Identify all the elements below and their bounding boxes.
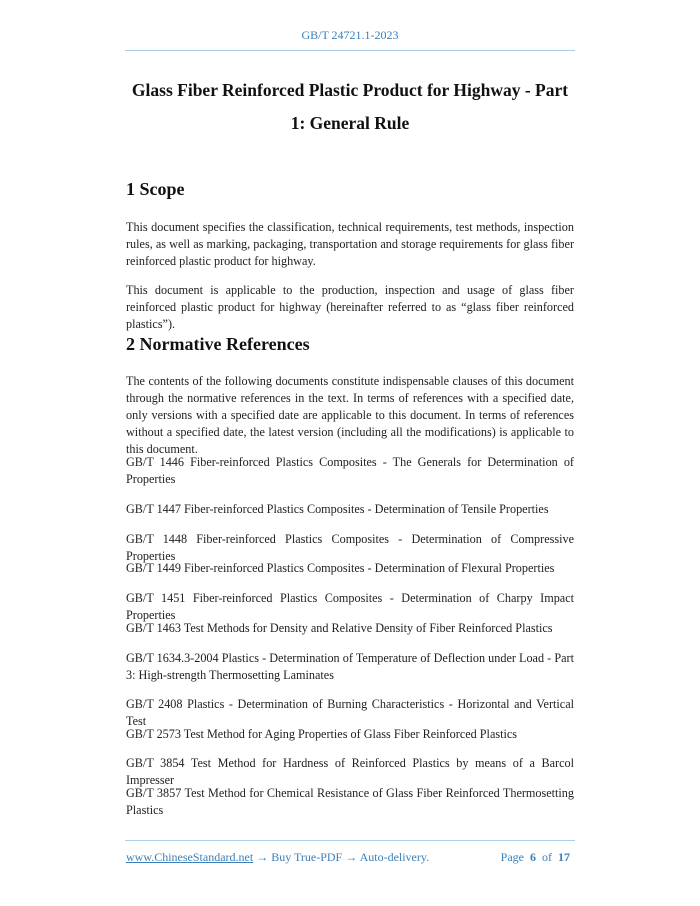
section-heading-normative-references: 2 Normative References: [126, 334, 310, 354]
promo-text: → Buy True-PDF → Auto-delivery.: [253, 850, 430, 864]
footer-divider: [125, 840, 575, 841]
reference-item: GB/T 1447 Fiber-reinforced Plastics Composites - Determination of Tensile Properties: [126, 502, 549, 516]
reference-item: GB/T 1449 Fiber-reinforced Plastics Composites - Determination of Flexural Properties: [126, 561, 555, 575]
reference-item: GB/T 3854 Test Method for Hardness of Reinforced Plastics by means of a Barcol Impresser: [126, 756, 574, 787]
header-divider: [125, 50, 575, 51]
reference-item: GB/T 2573 Test Method for Aging Properties of Glass Fiber Reinforced Plastics: [126, 727, 518, 741]
page-number: [501, 850, 570, 865]
page-current: 6: [530, 850, 536, 864]
reference-item: GB/T 1446 Fiber-reinforced Plastics Composites - The Generals for Determination of Properties: [126, 455, 574, 486]
reference-item: GB/T 1448 Fiber-reinforced Plastics Composites - Determination of Compressive Properties: [126, 532, 574, 563]
reference-item: GB/T 2408 Plastics - Determination of Burning Characteristics - Horizontal and Vertical Test: [126, 697, 574, 728]
normative-references-intro: The contents of the following documents constitute indispensable clauses of this document through the normative references in the text. In terms of references with a specified date, only versions with a specified date are applicable to this document. In terms of references without a specified date, the latest version (including all the modifications) is applicable to this document.: [126, 374, 574, 456]
reference-item: GB/T 1451 Fiber-reinforced Plastics Composites - Determination of Charpy Impact Properties: [126, 591, 574, 622]
chinesestandard-link[interactable]: www.ChineseStandard.net: [126, 850, 254, 864]
reference-item: GB/T 1463 Test Methods for Density and Relative Density of Fiber Reinforced Plastics: [126, 621, 553, 635]
title-line-1: Glass Fiber Reinforced Plastic Product for Highway - Part: [131, 80, 569, 100]
reference-item: GB/T 1634.3-2004 Plastics - Determination of Temperature of Deflection under Load - Part 3: High-strength Thermosetting Laminates: [126, 651, 574, 682]
document-title: [125, 74, 575, 140]
title-line-2: 1: General Rule: [290, 113, 410, 133]
scope-paragraph-1: This document specifies the classification, technical requirements, test methods, inspection rules, as well as marking, packaging, transportation and storage requirements for glass fiber reinforced plastic product for highway.: [126, 220, 574, 268]
reference-item: GB/T 3857 Test Method for Chemical Resistance of Glass Fiber Reinforced Thermosetting Plastics: [126, 786, 574, 817]
running-header: GB/T 24721.1-2023: [301, 28, 399, 42]
scope-paragraph-2: This document is applicable to the production, inspection and usage of glass fiber reinforced plastic product for highway (hereinafter referred to as “glass fiber reinforced plastics”).: [126, 283, 574, 331]
section-heading-scope: 1 Scope: [126, 179, 185, 199]
page-footer: [126, 850, 574, 865]
page-total: 17: [558, 850, 570, 864]
page-label: Page: [500, 850, 524, 864]
page-of: of: [542, 850, 552, 864]
